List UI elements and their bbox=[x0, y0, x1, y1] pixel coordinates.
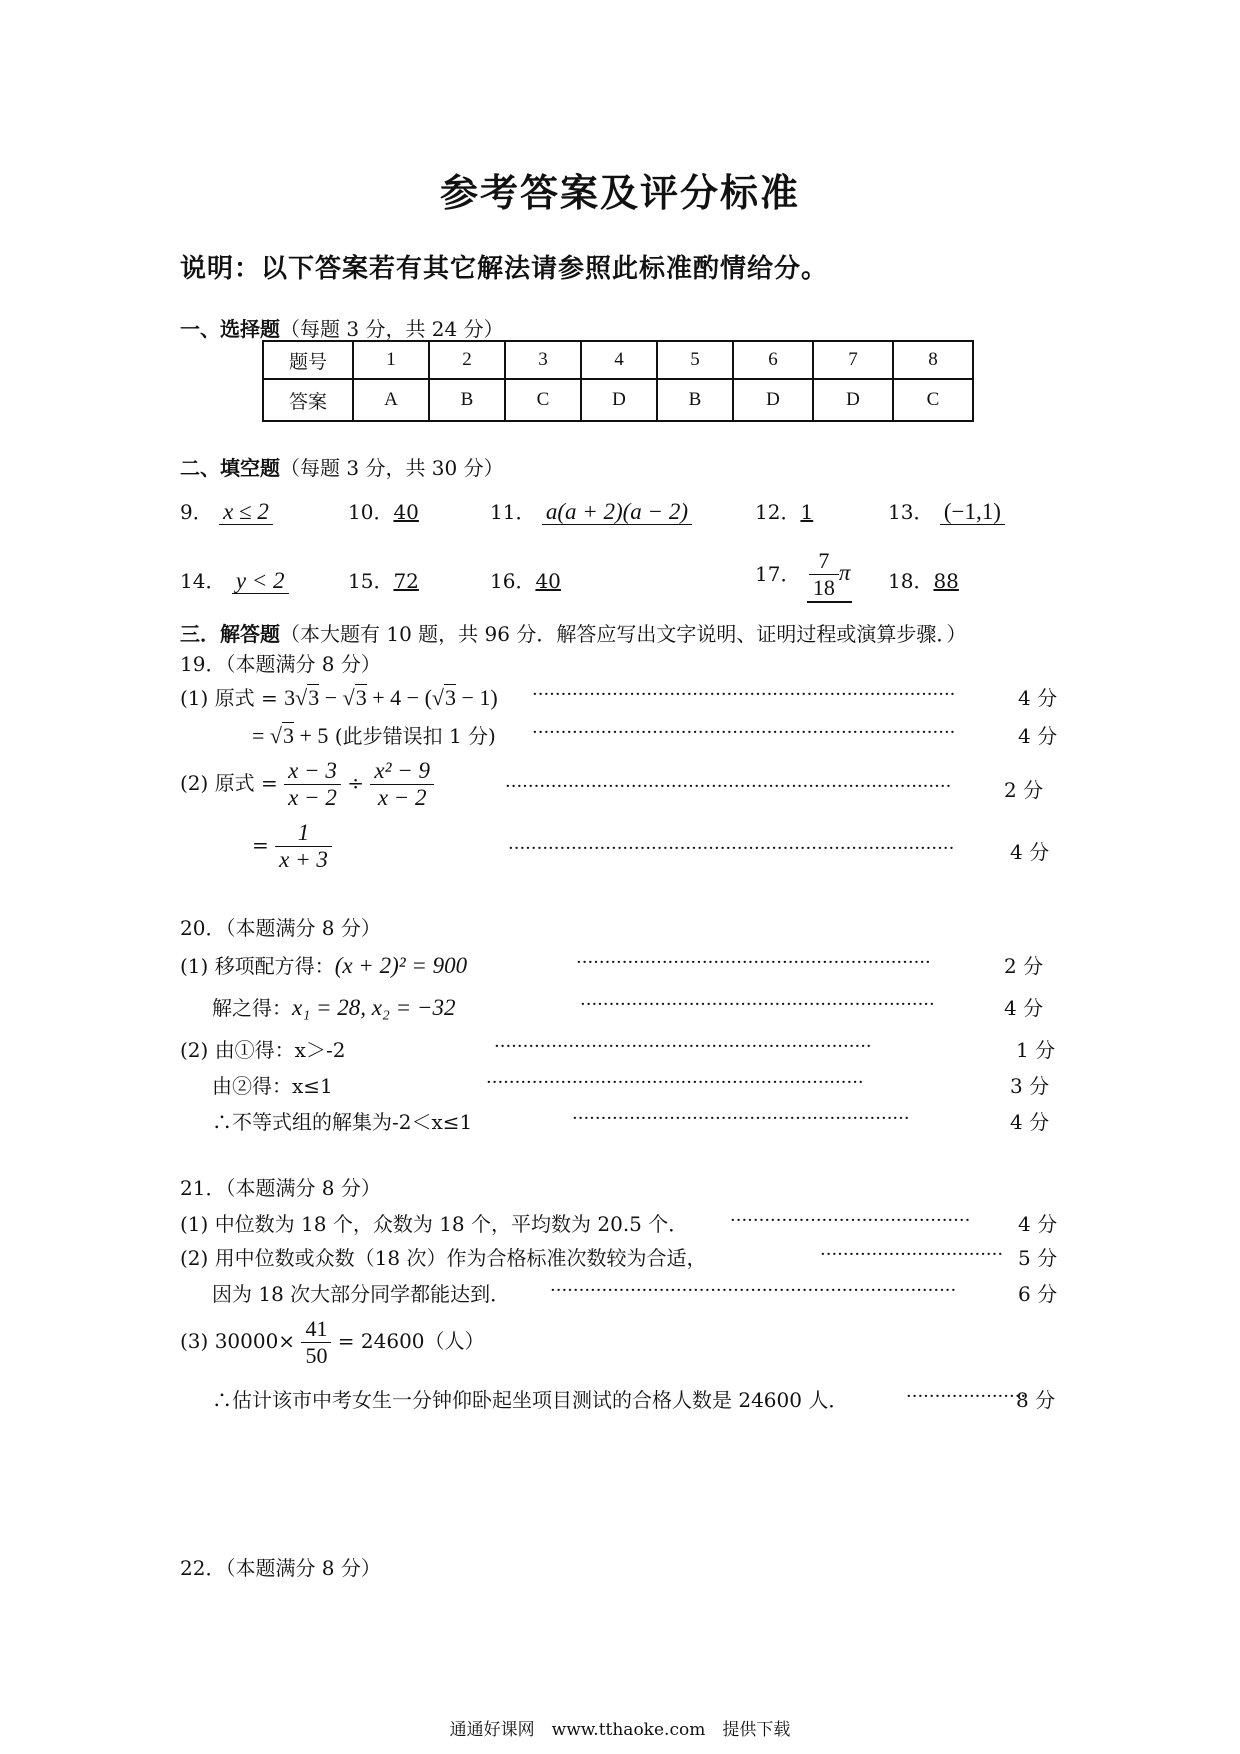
table-row bbox=[263, 379, 973, 421]
table-cell: 7 bbox=[813, 341, 893, 379]
coefficient: 3 bbox=[284, 685, 296, 710]
table-header-cell: 答案 bbox=[263, 379, 353, 421]
score: 4 分 bbox=[1018, 724, 1058, 748]
p20-line-5: ∴不等式组的解集为-2＜x≤1 bbox=[212, 1110, 473, 1134]
choice-answer-table bbox=[262, 340, 974, 422]
score: 3 分 bbox=[1010, 1074, 1050, 1098]
question-number: 18． bbox=[888, 569, 934, 593]
fill-q13 bbox=[888, 496, 1005, 525]
fill-q18 bbox=[888, 565, 959, 594]
table-cell: C bbox=[505, 379, 581, 421]
fraction bbox=[275, 820, 332, 873]
question-number: 11． bbox=[490, 500, 536, 524]
p20-line-2 bbox=[212, 992, 455, 1021]
fraction-numerator: x − 3 bbox=[284, 758, 341, 785]
page-footer: 通通好课网 www.tthaoke.com 提供下载 bbox=[449, 1720, 791, 1740]
line-text: (1) 移项配方得： bbox=[180, 954, 335, 978]
table-cell: 1 bbox=[353, 341, 429, 379]
answer-value: y < 2 bbox=[232, 568, 289, 594]
table-row bbox=[263, 341, 973, 379]
answer-value bbox=[807, 548, 853, 603]
score: 4 分 bbox=[1018, 686, 1058, 710]
score: 4 分 bbox=[1010, 1110, 1050, 1134]
fraction-denominator: 50 bbox=[305, 1343, 328, 1368]
sqrt-radicand: 3 bbox=[308, 685, 320, 710]
fraction-denominator: x − 2 bbox=[377, 785, 427, 810]
score: 2 分 bbox=[1004, 954, 1044, 978]
score: 8 分 bbox=[1016, 1388, 1056, 1412]
score-dots: ······································································· bbox=[550, 1280, 957, 1301]
table-cell: D bbox=[581, 379, 657, 421]
score-dots: ·········································· bbox=[730, 1210, 971, 1231]
problem-22-heading: 22．（本题满分 8 分） bbox=[180, 1556, 381, 1580]
answer-value: 72 bbox=[393, 569, 419, 593]
fill-q16 bbox=[490, 565, 561, 594]
answer-value: x ≤ 2 bbox=[219, 499, 273, 525]
table-cell: 5 bbox=[657, 341, 733, 379]
fill-q15 bbox=[348, 565, 419, 594]
fraction bbox=[284, 758, 341, 811]
operator: = bbox=[252, 833, 269, 857]
table-cell: 6 bbox=[733, 341, 813, 379]
table-cell: A bbox=[353, 379, 429, 421]
line-text: 解之得： bbox=[212, 996, 292, 1020]
line-label: (1) 原式 = bbox=[180, 686, 278, 710]
question-number: 14． bbox=[180, 569, 226, 593]
grading-note: 说明：以下答案若有其它解法请参照此标准酌情给分。 bbox=[180, 254, 829, 284]
expression-part: + 5 bbox=[299, 723, 329, 748]
math-expression: 3√3 − √3 + 4 − (√3 − 1) bbox=[284, 685, 498, 710]
score: 4 分 bbox=[1004, 996, 1044, 1020]
question-number: 13． bbox=[888, 500, 934, 524]
p19-line-4 bbox=[252, 820, 332, 873]
answer-value: 1 bbox=[800, 500, 814, 524]
p19-line-1 bbox=[180, 682, 498, 711]
section-solution-heading bbox=[180, 618, 966, 647]
math-expression: x₁ = 28, x₂ = −32 bbox=[292, 995, 456, 1020]
score: 4 分 bbox=[1018, 1212, 1058, 1236]
fraction-numerator: x² − 9 bbox=[370, 758, 434, 785]
fill-q10 bbox=[348, 496, 419, 525]
operator: ÷ bbox=[347, 771, 365, 795]
score: 4 分 bbox=[1010, 840, 1050, 864]
section-fill-title: 二、填空题 bbox=[180, 456, 280, 480]
page-title: 参考答案及评分标准 bbox=[439, 171, 800, 215]
table-cell: B bbox=[657, 379, 733, 421]
table-cell: 3 bbox=[505, 341, 581, 379]
fraction-denominator: x + 3 bbox=[279, 847, 328, 872]
question-number: 10． bbox=[348, 500, 394, 524]
table-cell: D bbox=[733, 379, 813, 421]
problem-20-heading: 20．（本题满分 8 分） bbox=[180, 916, 381, 940]
p19-line-3 bbox=[180, 758, 434, 811]
score-dots: ································ bbox=[820, 1244, 1004, 1265]
p20-line-4: 由②得：x≤1 bbox=[212, 1074, 333, 1098]
pi-symbol: π bbox=[838, 560, 851, 585]
p20-line-3: (2) 由①得：x＞-2 bbox=[180, 1038, 346, 1062]
section-choice-title: 一、选择题 bbox=[180, 317, 280, 341]
question-number: 12． bbox=[755, 500, 801, 524]
p21-line-2: (2) 用中位数或众数（18 次）作为合格标准次数较为合适， bbox=[180, 1246, 707, 1270]
table-cell: C bbox=[893, 379, 973, 421]
section-fill-heading bbox=[180, 452, 504, 481]
line-label: (2) 原式 = bbox=[180, 771, 278, 795]
operator: = bbox=[252, 723, 265, 748]
math-expression: (x + 2)² = 900 bbox=[334, 953, 468, 978]
score-dots: ·········································································· bbox=[532, 722, 956, 743]
fraction-numerator: 41 bbox=[301, 1316, 331, 1343]
p19-line-2 bbox=[252, 720, 496, 749]
fraction bbox=[809, 548, 839, 601]
score-dots: ·········································································· bbox=[532, 684, 956, 705]
deduction-note: (此步错误扣 1 分) bbox=[334, 724, 496, 748]
operator: − bbox=[324, 685, 338, 710]
section-choice-heading bbox=[180, 313, 504, 342]
section-solution-title: 三．解答题 bbox=[180, 622, 280, 646]
line-label: (3) 30000× bbox=[180, 1329, 296, 1353]
score-dots: ·············································································· bbox=[505, 776, 952, 797]
answer-value: a(a + 2)(a − 2) bbox=[542, 499, 692, 525]
score: 1 分 bbox=[1016, 1038, 1056, 1062]
p21-line-1: (1) 中位数为 18 个，众数为 18 个，平均数为 20.5 个． bbox=[180, 1212, 689, 1236]
score-dots: ··························································· bbox=[572, 1108, 910, 1129]
section-choice-points: （每题 3 分，共 24 分） bbox=[280, 317, 504, 341]
score-dots: ······························································ bbox=[576, 952, 931, 973]
table-cell: 4 bbox=[581, 341, 657, 379]
fill-q14 bbox=[180, 565, 289, 594]
sqrt-radicand: 3 bbox=[355, 685, 367, 710]
section-fill-points: （每题 3 分，共 30 分） bbox=[280, 456, 504, 480]
fraction bbox=[301, 1316, 331, 1369]
expression-part: + 4 − ( bbox=[372, 685, 432, 710]
section-solution-points: （本大题有 10 题，共 96 分．解答应写出文字说明、证明过程或演算步骤．） bbox=[280, 622, 967, 646]
p21-line-5: ∴估计该市中考女生一分钟仰卧起坐项目测试的合格人数是 24600 人． bbox=[212, 1388, 849, 1412]
fill-q11 bbox=[490, 496, 692, 525]
score: 2 分 bbox=[1004, 778, 1044, 802]
fraction-numerator: 7 bbox=[809, 548, 839, 575]
problem-19-heading: 19．（本题满分 8 分） bbox=[180, 652, 381, 676]
answer-value: 40 bbox=[535, 569, 561, 593]
fill-q12 bbox=[755, 496, 813, 525]
p21-line-4 bbox=[180, 1316, 485, 1369]
fraction bbox=[370, 758, 434, 811]
table-cell: 2 bbox=[429, 341, 505, 379]
expression-part: − 1) bbox=[461, 685, 498, 710]
question-number: 9． bbox=[180, 500, 213, 524]
sqrt-radicand: 3 bbox=[444, 685, 456, 710]
score: 6 分 bbox=[1018, 1282, 1058, 1306]
answer-value: 88 bbox=[933, 569, 959, 593]
question-number: 15． bbox=[348, 569, 394, 593]
score-dots: ····················· bbox=[906, 1386, 1027, 1407]
math-expression: = √3 + 5 bbox=[252, 723, 329, 748]
table-header-cell: 题号 bbox=[263, 341, 353, 379]
question-number: 17． bbox=[755, 562, 801, 586]
sqrt-radicand: 3 bbox=[283, 723, 294, 748]
fill-q17 bbox=[755, 548, 852, 603]
score: 5 分 bbox=[1018, 1246, 1058, 1270]
score-dots: ·············································································· bbox=[508, 838, 955, 859]
table-cell: 8 bbox=[893, 341, 973, 379]
fraction-denominator: x − 2 bbox=[288, 785, 337, 810]
p21-line-3: 因为 18 次大部分同学都能达到． bbox=[212, 1282, 511, 1306]
fraction-numerator: 1 bbox=[275, 820, 332, 847]
score-dots: ······························································ bbox=[580, 994, 935, 1015]
score-dots: ·································································· bbox=[486, 1072, 864, 1093]
problem-21-heading: 21．（本题满分 8 分） bbox=[180, 1176, 381, 1200]
expression-part: = 24600（人） bbox=[337, 1329, 485, 1353]
answer-value: (−1,1) bbox=[940, 499, 1005, 525]
score-dots: ·································································· bbox=[494, 1036, 872, 1057]
fill-q9 bbox=[180, 496, 273, 525]
table-cell: D bbox=[813, 379, 893, 421]
table-cell: B bbox=[429, 379, 505, 421]
p20-line-1 bbox=[180, 950, 467, 979]
question-number: 16． bbox=[490, 569, 536, 593]
fraction-denominator: 18 bbox=[812, 575, 835, 600]
answer-value: 40 bbox=[393, 500, 419, 524]
